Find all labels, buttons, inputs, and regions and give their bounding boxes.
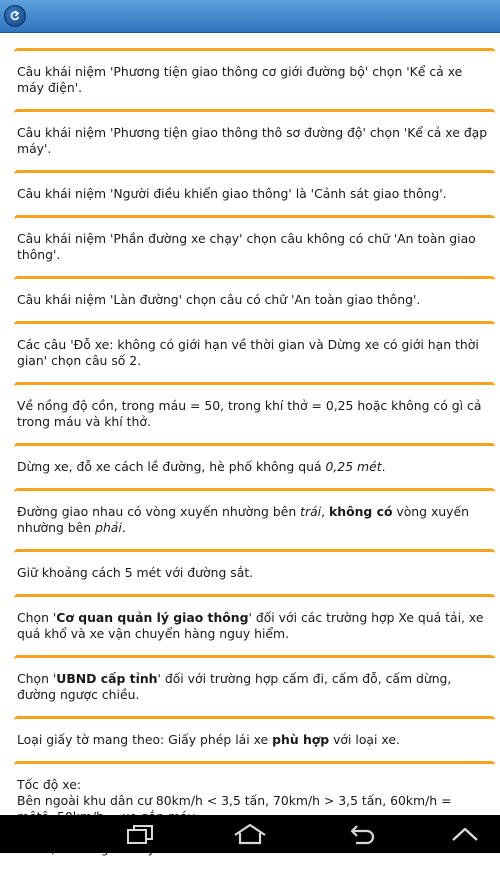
tip-text: Đường giao nhau có vòng xuyến nhường bên [17,504,301,519]
tip-text: Cơ quan quản lý giao thông [56,610,249,625]
home-icon[interactable] [225,815,275,853]
tip-text: trái [300,504,322,519]
tip-text: Câu khái niệm 'Phần đường xe chạy' chọn câu không có chữ 'An toàn giao thông'. [17,231,476,262]
tip-text: Loại giấy tờ mang theo: Giấy phép lái xe [17,732,273,747]
tip-text: Chọn ' [17,671,57,686]
tip-text: , [321,504,330,519]
system-navigation-bar [0,815,500,853]
tips-list[interactable] [0,33,500,815]
tip-item [14,215,495,276]
back-icon[interactable] [335,815,385,853]
tip-item [14,321,495,382]
tip-text: Câu khái niệm 'Người điều khiển giao thông' là 'Cảnh sát giao thông'. [17,186,447,201]
tip-item [14,170,495,215]
tip-text: Chọn ' [17,610,57,625]
tip-text: phù hợp [272,732,330,747]
tip-item [14,276,495,321]
tip-item [14,48,495,109]
back-arrow-circle-icon[interactable] [4,5,26,27]
recent-apps-icon[interactable] [115,815,165,853]
tip-text: ' đối với trường hợp cấm đi, cấm đỗ, cấm dừng, đường ngược chiều. [17,671,452,702]
tip-item [14,488,495,549]
tip-item [14,549,495,594]
tip-text: Các câu 'Đỗ xe: không có giới hạn về thời gian và Dừng xe có giới hạn thời gian' chọn câu số 2. [17,337,479,368]
tip-text: . [381,459,386,474]
tip-item [14,655,495,716]
tip-item [14,594,495,655]
tip-text: Dừng xe, đỗ xe cách lề đường, hè phố không quá [17,459,326,474]
tip-item [14,382,495,443]
tip-text: phải [95,520,122,535]
tip-text: . [121,520,126,535]
chevron-up-icon[interactable] [440,815,490,853]
tip-text: với loại xe. [329,732,400,747]
app-toolbar [0,0,500,33]
tip-text: UBND cấp tỉnh [56,671,158,686]
tip-item [14,443,495,488]
tip-text: Tốc độ xe: [17,777,82,792]
tip-text: Câu khái niệm 'Phương tiện giao thông thô sơ đường độ' chọn 'Kể cả xe đạp máy'. [17,125,488,156]
tip-text: vòng xuyến nhường bên [17,504,469,535]
tip-text: Câu khái niệm 'Làn đường' chọn câu có chữ 'An toàn giao thông'. [17,292,421,307]
tip-text: Giữ khoảng cách 5 mét với đường sắt. [17,565,254,580]
tip-text: Câu khái niệm 'Phương tiện giao thông cơ giới đường bộ' chọn 'Kể cả xe máy điện'. [17,64,463,95]
tip-item [14,716,495,761]
tip-text: Bên ngoài khu dân cư 80km/h < 3,5 tấn, 70km/h > 3,5 tấn, 60km/h = [17,793,452,808]
tip-text: ' đối với các trường hợp Xe quá tải, xe quá khổ và xe vận chuyển hàng nguy hiểm. [17,610,484,641]
tip-item [14,109,495,170]
tip-text: 0,25 mét [325,459,382,474]
back-arrow-glyph [9,10,21,22]
tip-text: Về nồng độ cồn, trong máu = 50, trong khí thở = 0,25 hoặc không có gì cả trong máu và khí thở. [17,398,482,429]
tip-text: không có [329,504,393,519]
